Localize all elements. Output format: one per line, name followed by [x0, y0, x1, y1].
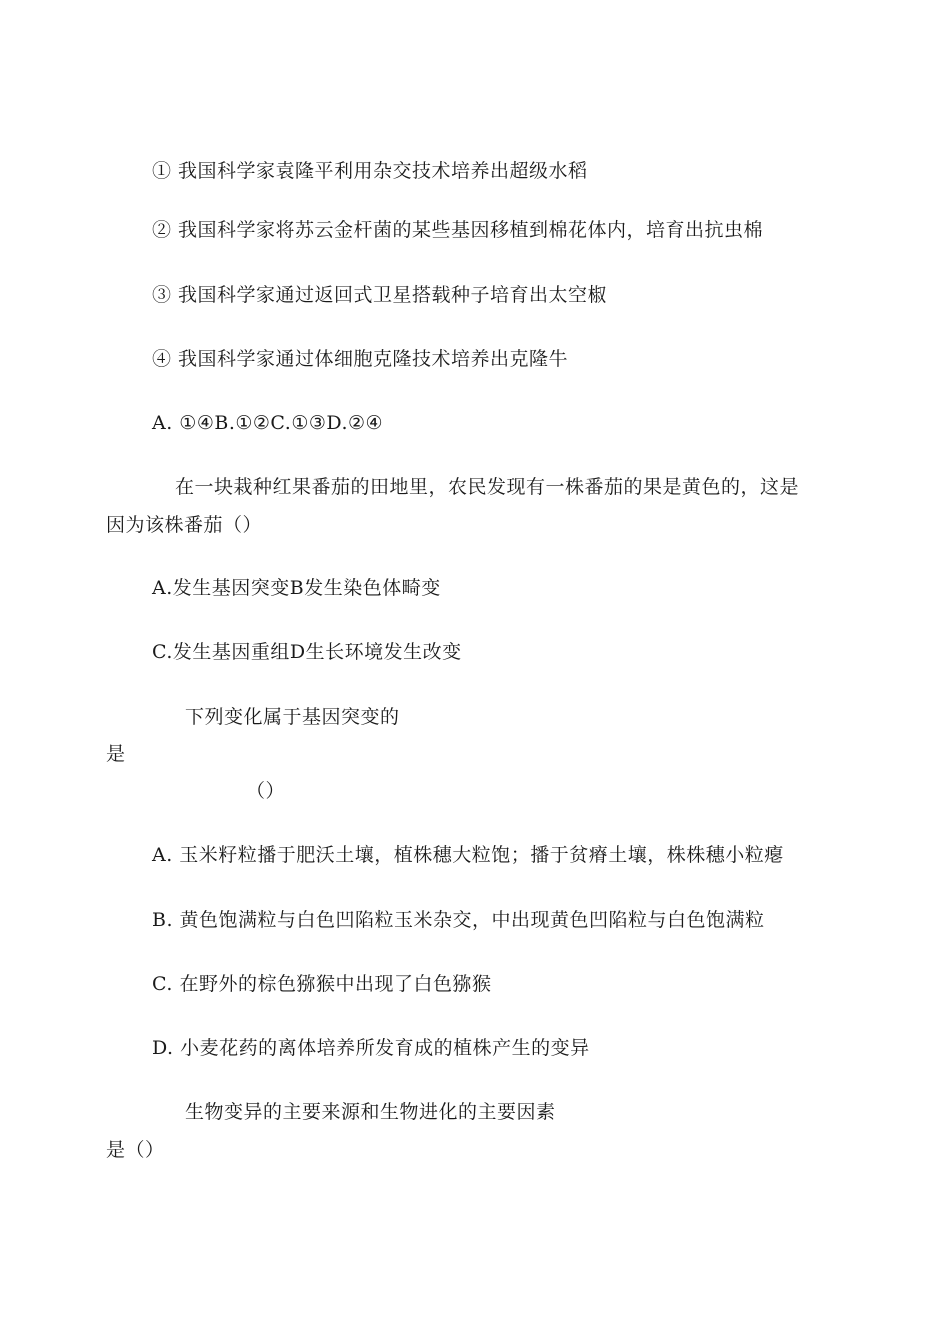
q2-stem-line2: 因为该株番茄（）	[106, 514, 263, 536]
q1-options: A. ①④B.①②C.①③D.②④	[152, 412, 384, 434]
q1-item-4: ④ 我国科学家通过体细胞克隆技术培养出克隆牛	[152, 348, 569, 370]
q2-option-ab: A.发生基因突变B发生染色体畸变	[152, 577, 441, 599]
q3-stem-line2: 是	[106, 743, 126, 765]
q2-stem-line1: 在一块栽种红果番茄的田地里，农民发现有一株番茄的果是黄色的，这是	[175, 476, 800, 498]
q2-option-cd: C.发生基因重组D生长环境发生改变	[152, 641, 462, 663]
q4-stem-line2: 是（）	[106, 1139, 165, 1161]
q3-stem-line1: 下列变化属于基因突变的	[185, 706, 400, 728]
q1-item-1: ① 我国科学家袁隆平利用杂交技术培养出超级水稻	[152, 160, 588, 182]
q1-item-3: ③ 我国科学家通过返回式卫星搭载种子培育出太空椒	[152, 284, 608, 306]
q3-option-c: C. 在野外的棕色猕猴中出现了白色猕猴	[152, 973, 492, 995]
q1-item-2: ② 我国科学家将苏云金杆菌的某些基因移植到棉花体内，培育出抗虫棉	[152, 219, 764, 241]
q3-blank: （）	[246, 780, 286, 802]
q3-option-b: B. 黄色饱满粒与白色凹陷粒玉米杂交，中出现黄色凹陷粒与白色饱满粒	[152, 909, 765, 931]
q3-option-a: A. 玉米籽粒播于肥沃土壤，植株穗大粒饱；播于贫瘠土壤，株株穗小粒瘪	[152, 844, 784, 866]
q4-stem-line1: 生物变异的主要来源和生物进化的主要因素	[185, 1101, 556, 1123]
q3-option-d: D. 小麦花药的离体培养所发育成的植株产生的变异	[152, 1037, 590, 1059]
